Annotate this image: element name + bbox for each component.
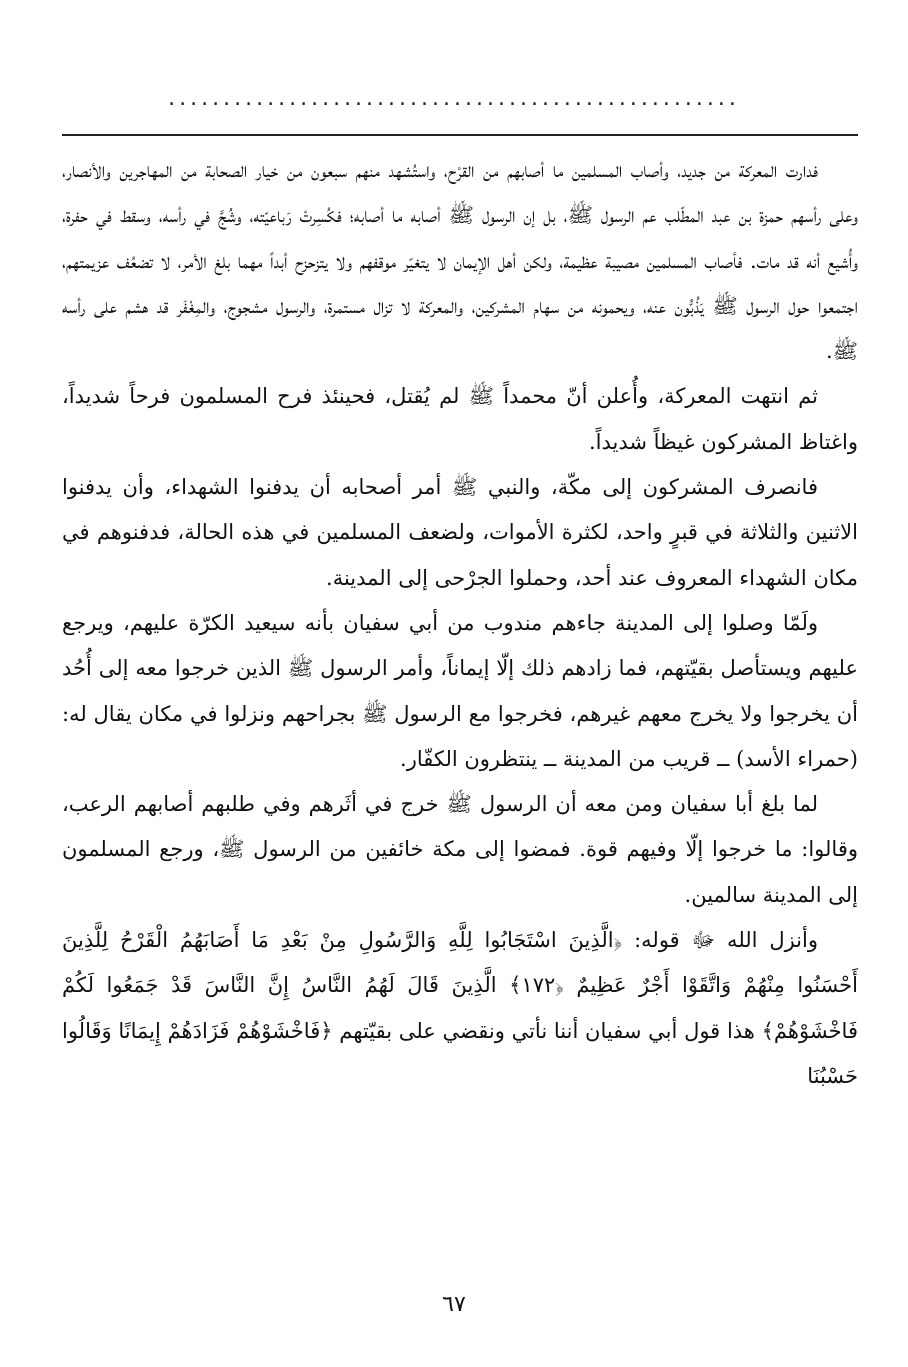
page-number: ٦٧ [442,1292,466,1317]
paragraph-battle-resumes: فدارت المعركة من جديد، وأصاب المسلمين ما أصابهم من القرْح، واستُشهد منهم سبعون من خيار الصحابة من المهاجرين والأنصار، وعلى رأسهم حمزة بن عبد المطّلب عم الرسول ﷺ، بل إن الرسول ﷺ أصابه ما أصابه؛ فكُسِرتْ رَباعيّته، وشُجَّ في رأسه، وسقط في حفرة، وأُشيع أنه قد مات. فأصاب المسلمين مصيبة عظيمة، ولكن أهل الإيمان لا يتغيّر موقفهم ولا يتزحزح أبداً مهما بلغ الأمر، لا تضعُف عزيمتهم، اجتمعوا حول الرسول ﷺ يَذُبُّون عنه، ويحمونه من سهام المشركين، والمعركة لا تزال مستمرة، والرسول مشجوج، والمِغْفَر قد هشم على رأسه ﷺ. [62,158,858,364]
quran-commentary: هذا قول أبي سفيان أننا نأتي ونقضي على بقيّتهم [339,1018,755,1043]
header-rule [62,134,858,136]
page-body [62,148,858,1099]
paragraph-return: لما بلغ أبا سفيان ومن معه أن الرسول ﷺ خرج في أثَرهم وفي طلبهم أصابهم الرعب، وقالوا: ما خرجوا إلّا وفيهم قوة. فمضوا إلى مكة خائفين من الرسول ﷺ، ورجع المسلمون إلى المدينة سالمين. [62,792,858,907]
paragraph-burial: فانصرف المشركون إلى مكّة، والنبي ﷺ أمر أصحابه أن يدفنوا الشهداء، وأن يدفنوا الاثنين والثلاثة في قبرٍ واحد، لكثرة الأموات، ولضعف المسلمين في هذه الحالة، فدفنوهم في مكان الشهداء المعروف عند أحد، وحملوا الجرْحى إلى المدينة. [62,475,858,590]
quran-verse-continued: ﴿فَاخْشَوْهُمْ فَزَادَهُمْ إِيمَانًا وَقَالُوا حَسْبُنَا [62,1018,858,1088]
paragraph-quran-revelation [62,918,858,1099]
paragraph-battle-ends: ثم انتهت المعركة، وأُعلن أنّ محمداً ﷺ لم يُقتل، فحينئذ فرح المسلمون فرحاً شديداً، واغتاظ المشركون غيظاً شديداً. [62,384,858,454]
quran-verse: ﴿الَّذِينَ اسْتَجَابُوا لِلَّهِ وَالرَّسُولِ مِنْ بَعْدِ مَا أَصَابَهُمُ الْقَرْحُ لِلَّذِينَ أَحْسَنُوا مِنْهُمْ وَاتَّقَوْا أَجْرٌ عَظِيمٌ ﴿١٧٢﴾ الَّذِينَ قَالَ لَهُمُ النَّاسُ إِنَّ النَّاسَ قَدْ جَمَعُوا لَكُمْ فَاخْشَوْهُمْ﴾ [62,928,858,1043]
quran-intro: وأنزل الله ﷻ قوله: [634,928,818,953]
paragraph-hamra-al-asad: ولَمّا وصلوا إلى المدينة جاءهم مندوب من أبي سفيان بأنه سيعيد الكرّة عليهم، ويرجع عليهم ويستأصل بقيّتهم، فما زادهم ذلك إلّا إيماناً، وأمر الرسول ﷺ الذين خرجوا معه إلى أُحُد أن يخرجوا ولا يخرج معهم غيرهم، فخرجوا مع الرسول ﷺ بجراحهم ونزلوا في مكان يقال له: (حمراء الأسد) ــ قريب من المدينة ــ ينتظرون الكفّار. [62,610,858,771]
header-dotted-line: .................................................... [168,88,740,110]
